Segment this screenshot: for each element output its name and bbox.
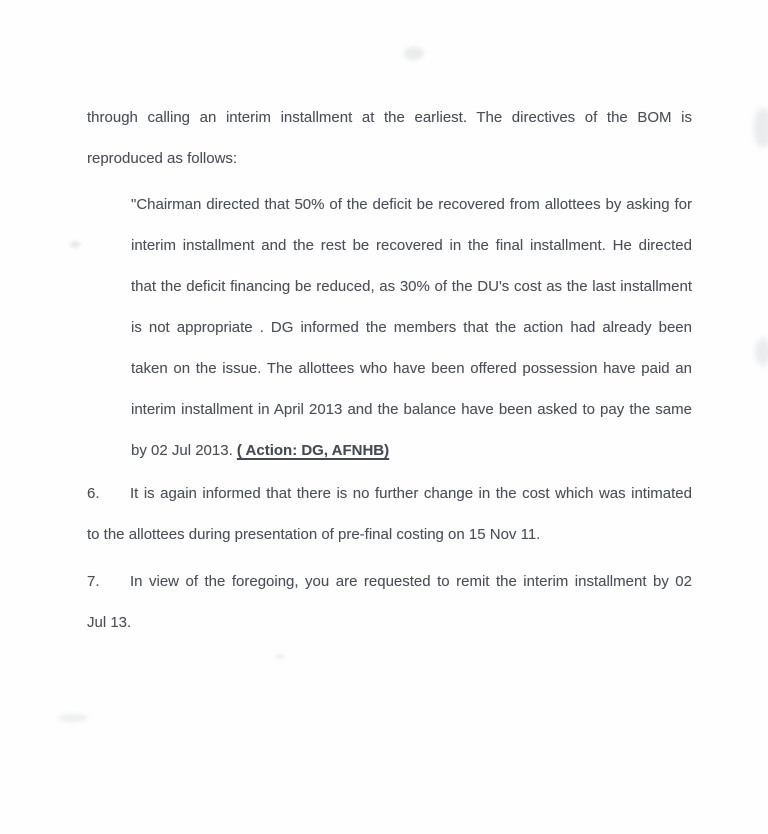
paragraph-6 <box>87 473 692 555</box>
text-line <box>87 473 692 514</box>
text-line: through calling an interim installment at the earliest. The directives of the BOM is <box>87 109 692 126</box>
scan-smudge <box>58 714 88 722</box>
quote-line: that the deficit financing be reduced, as 30% of the DU's cost as the last installment <box>131 278 692 295</box>
para-6-number: 6. <box>87 485 100 502</box>
scan-smudge <box>276 654 284 659</box>
text-line: reproduced as follows: <box>87 150 238 167</box>
para-6-text: It is again informed that there is no further change in the cost which was intimated <box>130 485 692 502</box>
action-note: ( Action: DG, AFNHB) <box>236 442 390 459</box>
text-line: to the allottees during presentation of pre-final costing on 15 Nov 11. <box>87 526 541 543</box>
quote-closing-line <box>131 430 692 471</box>
quote-line: interim installment in April 2013 and the balance have been asked to pay the same <box>131 401 692 418</box>
quote-line: "Chairman directed that 50% of the deficit be recovered from allottees by asking for <box>131 196 692 213</box>
scan-smudge <box>404 47 424 60</box>
quote-line: taken on the issue. The allottees who have been offered possession have paid an <box>131 360 692 377</box>
quote-line: interim installment and the rest be recovered in the final installment. He directed <box>131 237 692 254</box>
text-line <box>87 561 692 602</box>
quote-closing-text: by 02 Jul 2013. <box>131 442 237 459</box>
quote-block <box>131 184 692 471</box>
paragraph-intro <box>87 97 692 179</box>
scan-edge-artifact <box>755 338 768 366</box>
para-7-text: In view of the foregoing, you are requested to remit the interim installment by 02 <box>130 573 692 590</box>
paragraph-7 <box>87 561 692 643</box>
text-line: Jul 13. <box>87 614 132 631</box>
quote-line: is not appropriate . DG informed the members that the action had already been <box>131 319 692 336</box>
para-7-number: 7. <box>87 573 100 590</box>
scan-smudge <box>70 241 80 248</box>
scan-edge-artifact <box>754 108 768 148</box>
